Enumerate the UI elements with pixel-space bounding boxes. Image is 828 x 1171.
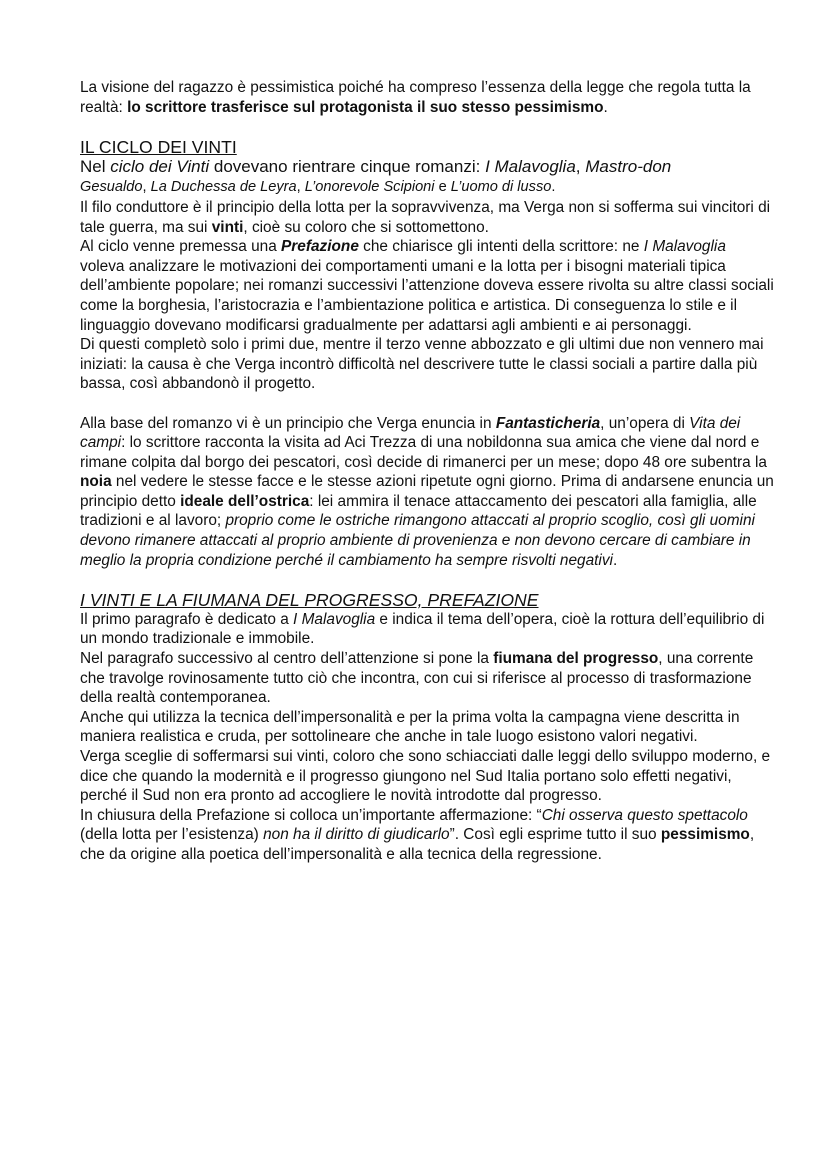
bold-italic-text: Fantasticheria — [495, 414, 601, 432]
text: Al ciclo venne premessa una — [80, 238, 282, 256]
text: che chiarisce gli intenti della scrittore: ne — [358, 238, 644, 256]
ciclo-paragraph-filo-conduttore — [80, 198, 774, 237]
prefazione-paragraph-primo — [80, 610, 774, 649]
text: Alla base del romanzo vi è un principio che Verga enuncia in — [80, 414, 496, 432]
italic-text: I Malavoglia — [643, 238, 726, 256]
text: e — [434, 179, 451, 196]
ciclo-lead-paragraph — [80, 157, 774, 198]
bold-text: fiumana del progresso — [493, 650, 659, 668]
text: In chiusura della Prefazione si colloca un’importante affermazione: “ — [80, 806, 542, 824]
italic-text: L’onorevole Scipioni — [304, 179, 435, 196]
text: Nel paragrafo successivo al centro dell’attenzione si pone la — [80, 650, 494, 668]
text: voleva analizzare le motivazioni dei comportamenti umani e la lotta per i bisogni materiali tipica dell’ambiente popolare; nei romanzi successivi l’attenzione doveva essere rivolta su altre classi sociali come la borghesia, l’aristocrazia e l’ambientazione politica e artistica. Di conseguenza lo stile e il linguaggio dovevano modificarsi gradualmente per adattarsi agli ambienti e ai personaggi. — [80, 257, 774, 334]
italic-text: I Malavoglia — [293, 610, 376, 628]
italic-text: ciclo dei Vinti — [110, 156, 210, 176]
text: , cioè su coloro che si sottomettono. — [243, 218, 489, 236]
section-title-ciclo-dei-vinti: IL CICLO DEI VINTI — [80, 136, 237, 157]
text: ”. Così egli esprime tutto il suo — [449, 826, 661, 844]
text: e indica il tema dell’opera, cioè la rottura dell’equilibrio di un mondo tradizionale e immobile. — [80, 610, 765, 648]
intro-paragraph — [80, 78, 774, 117]
italic-text: Vita dei campi — [80, 414, 741, 452]
italic-text: Mastro-don — [585, 156, 672, 176]
text: Il primo paragrafo è dedicato a — [80, 610, 294, 628]
italic-text: non ha il diritto di giudicarlo — [263, 826, 450, 844]
ciclo-paragraph-prefazione — [80, 237, 774, 335]
text: dovevano rientrare cinque romanzi: — [209, 156, 486, 176]
prefazione-paragraph-impersonalita: Anche qui utilizza la tecnica dell’impersonalità e per la prima volta la campagna viene descritta in maniera realistica e cruda, per sottolineare che anche in tale luogo esistono valori negativi. — [80, 708, 740, 746]
fantasticheria-paragraph — [80, 414, 774, 571]
bold-text: vinti — [211, 218, 244, 236]
text: , una corrente che travolge rovinosamente tutto ciò che incontra, con cui si riferisce al processo di trasformazione della realtà contemporanea. — [80, 650, 754, 707]
text: , — [296, 179, 305, 196]
bold-text: ideale dell’ostrica — [180, 492, 310, 510]
section-title-vinti-fiumana: I VINTI E LA FIUMANA DEL PROGRESSO, PREFAZIONE — [80, 589, 539, 610]
italic-text: Gesualdo — [80, 179, 143, 196]
bold-text: noia — [80, 473, 112, 491]
text: , un’opera di — [600, 414, 690, 432]
text: , — [575, 156, 586, 176]
text: , — [142, 179, 151, 196]
text: . — [603, 98, 608, 116]
text: . — [551, 179, 556, 196]
prefazione-paragraph-chiusura — [80, 806, 774, 865]
italic-text: L’uomo di lusso — [450, 179, 552, 196]
text: . — [612, 551, 618, 569]
bold-text: pessimismo — [660, 826, 750, 844]
bold-italic-text: Prefazione — [281, 238, 359, 256]
prefazione-paragraph-fiumana — [80, 649, 774, 708]
ciclo-paragraph-completo: Di questi completò solo i primi due, mentre il terzo venne abbozzato e gli ultimi due non vennero mai iniziati: la causa è che Verga incontrò difficoltà nel descrivere tutte le classi sociali a partire dalla più bassa, così abbandonò il progetto. — [80, 336, 764, 393]
bold-text: lo scrittore trasferisce sul protagonista il suo stesso pessimismo — [127, 98, 604, 116]
italic-text: La Duchessa de Leyra — [150, 179, 297, 196]
text: nel vedere le stesse facce e le stesse azioni ripetute ogni giorno. Prima di andarsene enuncia un principio detto — [80, 473, 774, 510]
text: (della lotta per l’esistenza) — [80, 826, 264, 844]
text: , che da origine alla poetica dell’impersonalità e alla tecnica della regressione. — [80, 826, 755, 863]
text: La visione del ragazzo è pessimistica poiché ha compreso l’essenza della legge che regola tutta la realtà: — [80, 79, 751, 116]
text: : lo scrittore racconta la visita ad Aci Trezza di una nobildonna sua amica che viene dal nord e rimane colpita dal borgo dei pescatori, così decide di rimanerci per un mese; dopo 48 ore subentra la — [80, 434, 767, 471]
text: : lei ammira il tenace attaccamento dei pescatori alla famiglia, alle tradizioni e al lavoro; — [80, 492, 757, 530]
text: Il filo conduttore è il principio della lotta per la sopravvivenza, ma Verga non si sofferma sui vincitori di tale guerra, ma sui — [80, 198, 771, 236]
text: Nel — [80, 156, 111, 176]
prefazione-paragraph-vinti: Verga sceglie di soffermarsi sui vinti, coloro che sono schiacciati dalle leggi dello sviluppo moderno, e dice che quando la modernità e il progresso giungono nel Sud Italia portano solo effetti negativi, perché il Sud non era pronto ad accogliere le novità introdotte dal progresso. — [80, 748, 771, 805]
italic-text: I Malavoglia — [485, 156, 576, 176]
italic-text: Chi osserva questo spettacolo — [541, 806, 748, 824]
italic-text: proprio come le ostriche rimangono attaccati al proprio scoglio, così gli uomini devono rimanere attaccati al proprio ambiente di provenienza e non devono cercare di cambiare in meglio la propria condizione perché il cambiamento ha sempre risvolti negativi — [80, 512, 755, 569]
